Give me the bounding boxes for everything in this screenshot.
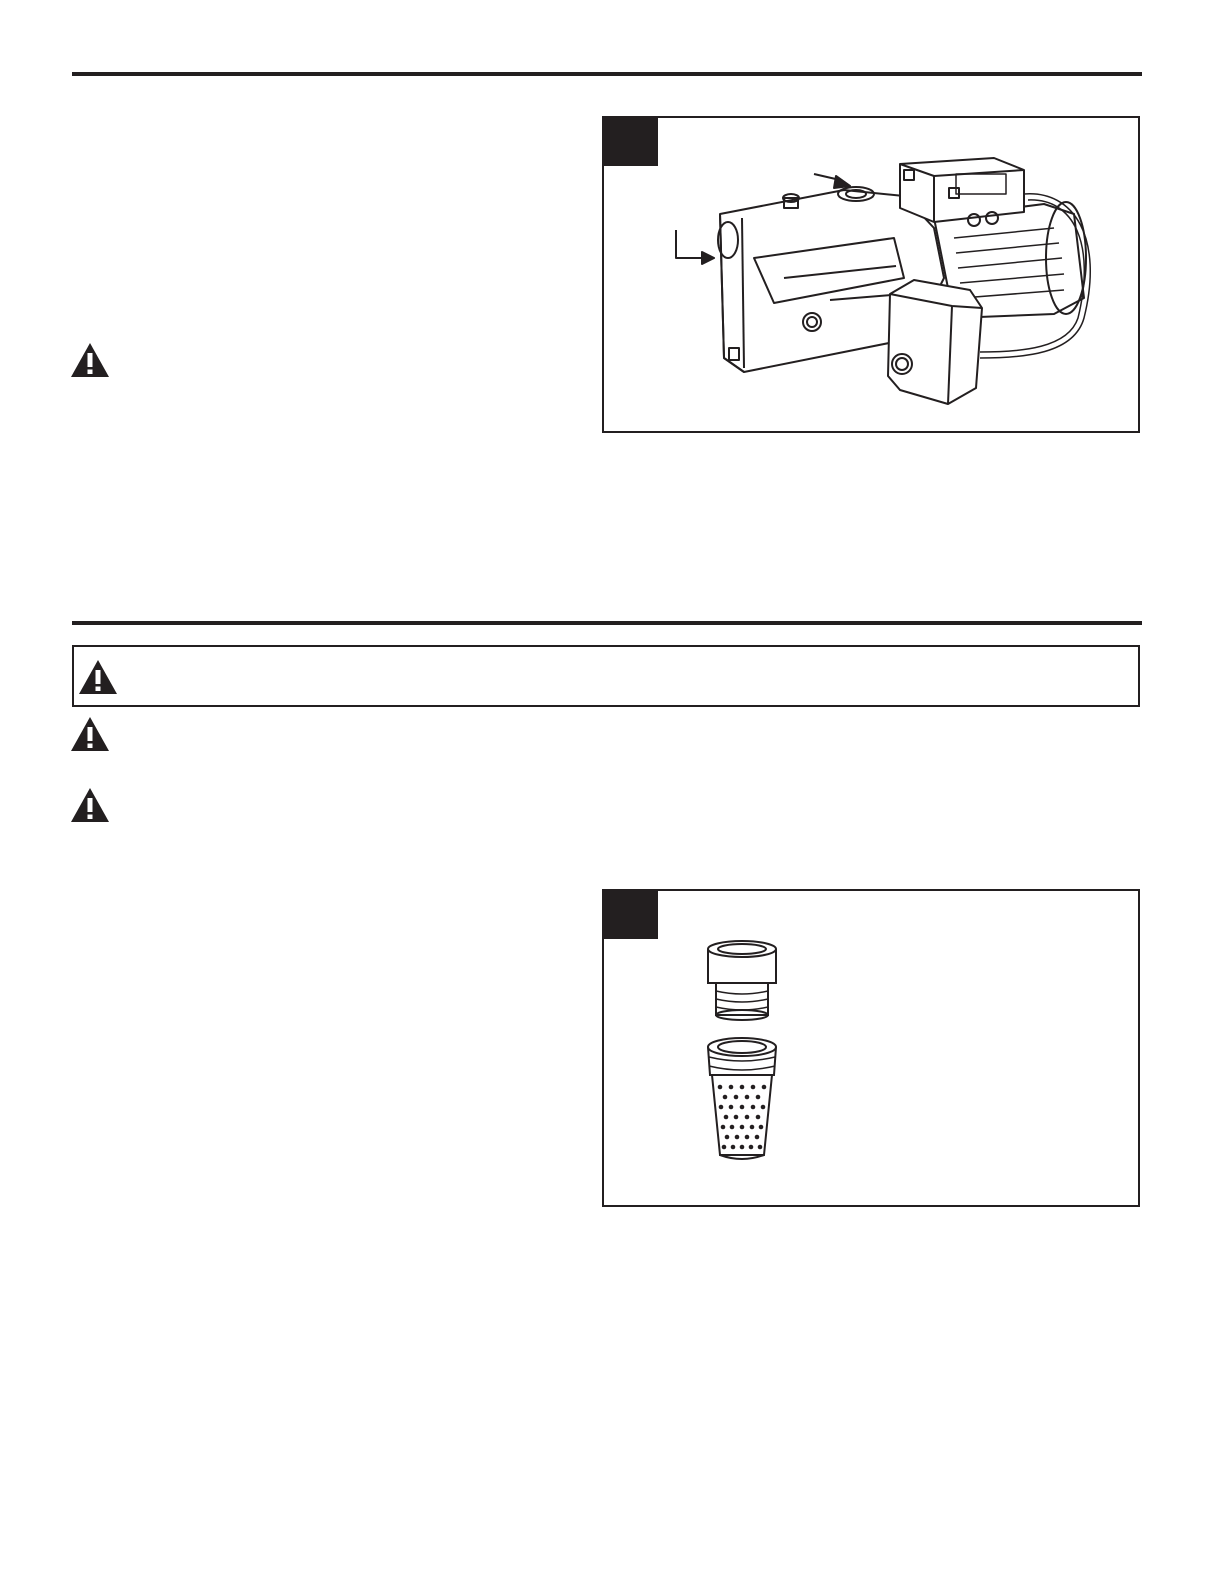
warning-triangle-icon xyxy=(78,659,118,695)
arrow-icon xyxy=(814,174,850,188)
figure-pump xyxy=(602,116,1140,433)
section-rule xyxy=(72,621,1142,625)
adapter-fitting xyxy=(708,941,776,1020)
header-rule xyxy=(72,72,1142,76)
warning-callout-box xyxy=(72,645,1140,707)
warning-triangle-icon xyxy=(70,787,110,823)
adapter-and-strainer-illustration xyxy=(604,891,1138,1205)
pump-illustration xyxy=(604,118,1138,431)
figure-foot-valve xyxy=(602,889,1140,1207)
warning-triangle-icon xyxy=(70,342,110,378)
strainer xyxy=(708,1038,776,1159)
arrow-icon xyxy=(676,230,714,264)
warning-triangle-icon xyxy=(70,716,110,752)
